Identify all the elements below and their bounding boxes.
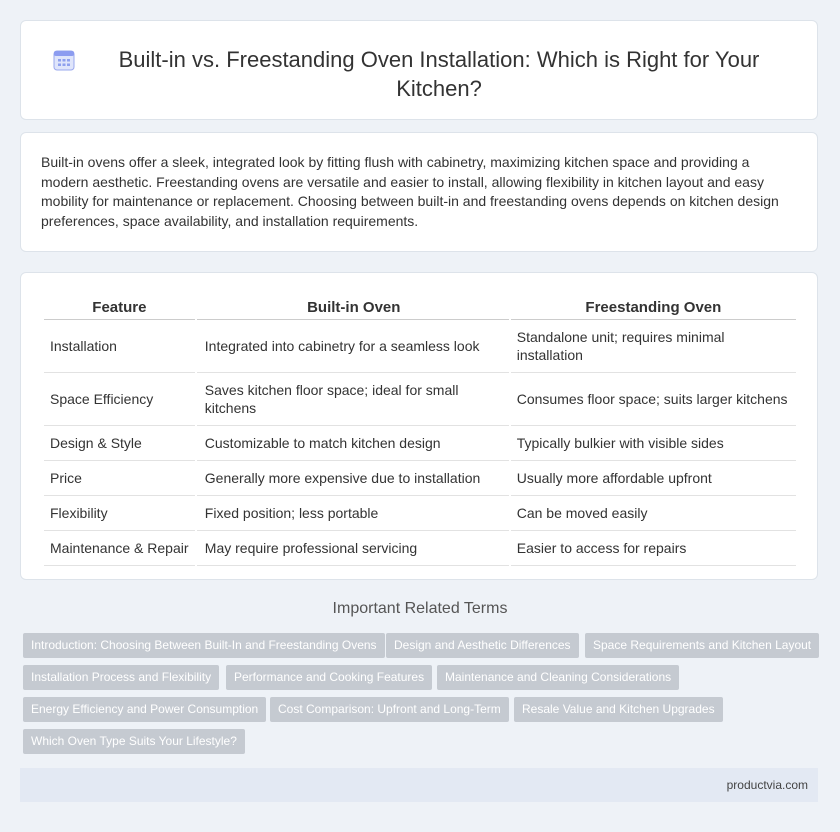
table-header-row [44,297,796,320]
row-freestanding: Usually more affordable upfront [511,461,796,496]
related-term-tag[interactable]: Cost Comparison: Upfront and Long-Term [270,697,509,722]
row-built-in: May require professional servicing [197,531,509,566]
row-feature: Price [44,461,195,496]
related-term-tag[interactable]: Design and Aesthetic Differences [386,633,579,658]
page-title: Built-in vs. Freestanding Oven Installation: Which is Right for Your Kitchen? [118,47,760,101]
row-built-in: Generally more expensive due to installation [197,461,509,496]
table-row [44,373,796,426]
related-term-tag[interactable]: Installation Process and Flexibility [23,665,219,690]
row-freestanding: Typically bulkier with visible sides [511,426,796,461]
row-built-in: Customizable to match kitchen design [197,426,509,461]
table-row [44,531,796,566]
footer [20,768,818,802]
related-term-tag[interactable]: Maintenance and Cleaning Considerations [437,665,679,690]
header-card [20,20,818,120]
row-feature: Maintenance & Repair [44,531,195,566]
related-term-tag[interactable]: Energy Efficiency and Power Consumption [23,697,266,722]
row-feature: Design & Style [44,426,195,461]
row-freestanding: Standalone unit; requires minimal installation [511,320,796,373]
related-term-tag[interactable]: Space Requirements and Kitchen Layout [585,633,819,658]
row-freestanding: Consumes floor space; suits larger kitchens [511,373,796,426]
table-row [44,426,796,461]
row-feature: Installation [44,320,195,373]
row-built-in: Saves kitchen floor space; ideal for small kitchens [197,373,509,426]
row-feature: Flexibility [44,496,195,531]
row-feature: Space Efficiency [44,373,195,426]
intro-text: Built-in ovens offer a sleek, integrated look by fitting flush with cabinetry, maximizing kitchen space and providing a modern aesthetic. Freestanding ovens are versatile and easier to install, allowing flexibility in kitchen layout and easy mobility for maintenance or replacement. Choosing between built-in and freestanding ovens depends on kitchen design preferences, space availability, and installation requirements. [41,154,779,229]
comparison-card [20,272,818,580]
table-row [44,320,796,373]
row-built-in: Fixed position; less portable [197,496,509,531]
calendar-icon [51,47,77,73]
related-terms-title: Important Related Terms [332,600,508,617]
related-term-tag[interactable]: Resale Value and Kitchen Upgrades [514,697,723,722]
table-row [44,496,796,531]
related-term-tag[interactable]: Performance and Cooking Features [226,665,432,690]
comparison-table [42,297,798,566]
table-row [44,461,796,496]
related-term-tag[interactable]: Introduction: Choosing Between Built-In and Freestanding Ovens [23,633,385,658]
row-freestanding: Can be moved easily [511,496,796,531]
intro-card [20,132,818,252]
header-freestanding: Freestanding Oven [511,297,796,320]
header-built-in: Built-in Oven [197,297,509,320]
row-freestanding: Easier to access for repairs [511,531,796,566]
header-feature: Feature [44,297,195,320]
row-built-in: Integrated into cabinetry for a seamless look [197,320,509,373]
related-term-tag[interactable]: Which Oven Type Suits Your Lifestyle? [23,729,245,754]
footer-site[interactable]: productvia.com [726,778,808,792]
